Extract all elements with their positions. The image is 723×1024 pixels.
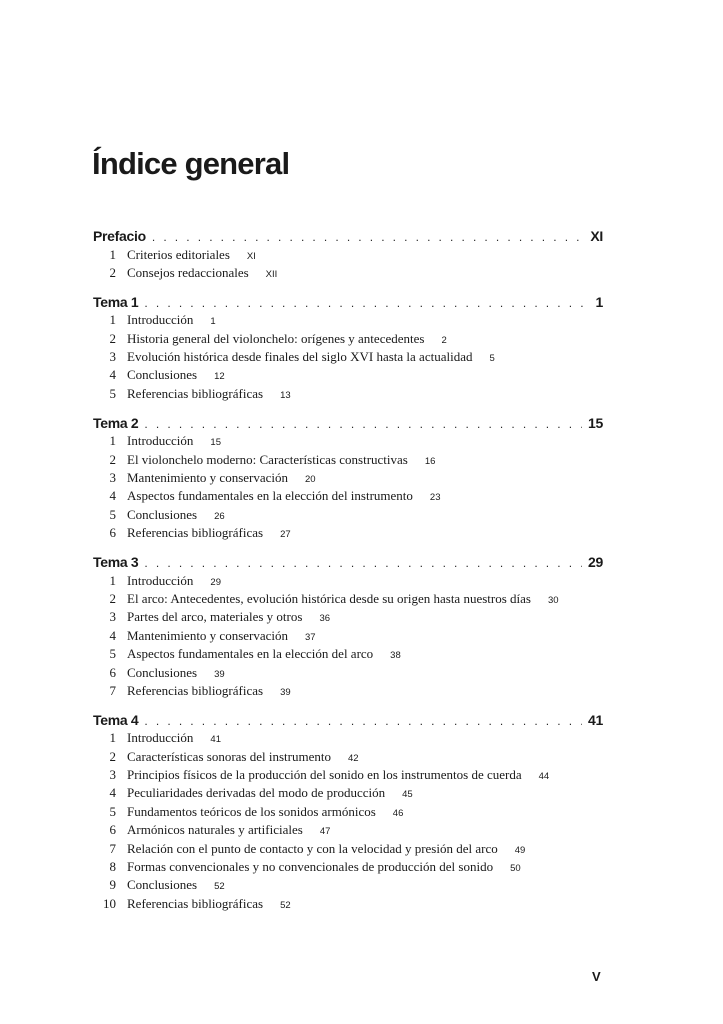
entry-title-text: Conclusiones bbox=[127, 367, 198, 383]
entry-page: 12 bbox=[214, 371, 225, 383]
toc-entry[interactable] bbox=[0, 858, 723, 876]
entry-number: 3 bbox=[109, 609, 116, 625]
toc-entry[interactable] bbox=[0, 348, 723, 366]
toc-entry[interactable] bbox=[0, 366, 723, 384]
entry-title bbox=[127, 451, 435, 471]
entry-title bbox=[127, 469, 316, 489]
toc-entry[interactable] bbox=[0, 572, 723, 590]
entry-number: 1 bbox=[109, 433, 116, 449]
entry-page: 52 bbox=[214, 881, 225, 893]
section-heading[interactable] bbox=[93, 293, 603, 312]
entry-title-text: Fundamentos teóricos de los sonidos armónicos bbox=[127, 803, 376, 819]
toc-entry[interactable] bbox=[0, 487, 723, 505]
entry-number: 1 bbox=[109, 572, 116, 588]
entry-page: 49 bbox=[514, 844, 526, 856]
entry-title bbox=[127, 766, 549, 786]
entry-title-text: Introducción bbox=[127, 572, 194, 588]
entry-title bbox=[127, 664, 225, 684]
entry-title bbox=[127, 627, 316, 647]
entry-title bbox=[127, 590, 559, 610]
dot-leader bbox=[144, 415, 582, 434]
entry-number: 4 bbox=[109, 367, 116, 383]
toc-entry[interactable] bbox=[0, 748, 723, 766]
entry-number: 2 bbox=[109, 590, 116, 606]
toc-entry[interactable] bbox=[0, 664, 723, 682]
entry-title bbox=[127, 858, 521, 878]
entry-title-text: Principios físicos de la producción del sonido en los instrumentos de cuerda bbox=[127, 767, 522, 783]
entry-number: 6 bbox=[109, 664, 116, 680]
entry-title bbox=[127, 803, 403, 823]
entry-number: 4 bbox=[109, 627, 116, 643]
entry-number: 1 bbox=[109, 246, 116, 262]
dot-leader bbox=[152, 228, 585, 247]
entry-page: 13 bbox=[280, 389, 291, 401]
toc-entry[interactable] bbox=[0, 766, 723, 784]
entry-title-text: Referencias bibliográficas bbox=[127, 682, 264, 698]
entry-page: 44 bbox=[538, 771, 550, 783]
entry-number: 8 bbox=[109, 859, 116, 875]
toc-entry[interactable] bbox=[0, 803, 723, 821]
entry-page: 29 bbox=[210, 576, 221, 588]
entry-number: 2 bbox=[109, 264, 116, 280]
entry-page: 42 bbox=[347, 752, 359, 764]
entry-title bbox=[127, 432, 221, 452]
entry-number: 7 bbox=[109, 682, 116, 698]
toc-entry[interactable] bbox=[0, 506, 723, 524]
entry-title-text: Relación con el punto de contacto y con la velocidad y presión del arco bbox=[127, 840, 498, 856]
entry-page: 39 bbox=[280, 686, 291, 698]
entry-page: 38 bbox=[390, 650, 401, 662]
entry-title bbox=[127, 311, 216, 331]
toc-entry[interactable] bbox=[0, 645, 723, 663]
entry-title bbox=[127, 840, 525, 860]
entry-title bbox=[127, 729, 221, 749]
toc-entry[interactable] bbox=[0, 895, 723, 913]
entry-number: 1 bbox=[109, 730, 116, 746]
entry-page: 39 bbox=[214, 668, 225, 680]
section-heading[interactable] bbox=[93, 227, 603, 246]
section-heading-page: XI bbox=[590, 228, 603, 244]
toc-entry[interactable] bbox=[0, 451, 723, 469]
section-entries bbox=[0, 572, 723, 701]
entry-page: XI bbox=[246, 250, 256, 262]
toc-entry[interactable] bbox=[0, 729, 723, 747]
entry-title bbox=[127, 784, 413, 804]
section-heading-label: Tema 1 bbox=[93, 293, 139, 310]
section-entries bbox=[0, 311, 723, 403]
dot-leader bbox=[144, 712, 582, 731]
entry-page: 52 bbox=[280, 899, 291, 911]
entry-title-text: El violonchelo moderno: Características constructivas bbox=[127, 451, 408, 467]
toc-section bbox=[0, 293, 723, 403]
toc-entry[interactable] bbox=[0, 524, 723, 542]
entry-page: XII bbox=[265, 268, 278, 280]
entry-number: 4 bbox=[109, 488, 116, 504]
toc-entry[interactable] bbox=[0, 590, 723, 608]
entry-title-text: Formas convencionales y no convencionales de producción del sonido bbox=[127, 859, 494, 875]
entry-title-text: Introducción bbox=[127, 730, 194, 746]
entry-page: 15 bbox=[210, 437, 221, 449]
entry-page: 26 bbox=[214, 510, 225, 522]
entry-number: 1 bbox=[109, 312, 116, 328]
entry-number: 5 bbox=[109, 506, 116, 522]
entry-number: 6 bbox=[109, 822, 116, 838]
entry-page: 47 bbox=[319, 826, 331, 838]
entry-page: 23 bbox=[429, 492, 441, 504]
entry-page: 36 bbox=[319, 613, 331, 625]
entry-title bbox=[127, 264, 277, 284]
entry-number: 5 bbox=[109, 803, 116, 819]
entry-title bbox=[127, 572, 221, 592]
entry-page: 41 bbox=[210, 734, 221, 746]
entry-title-text: Referencias bibliográficas bbox=[127, 385, 264, 401]
entry-page: 30 bbox=[547, 594, 559, 606]
entry-title bbox=[127, 748, 359, 768]
entry-page: 2 bbox=[441, 334, 447, 346]
toc-entry[interactable] bbox=[0, 784, 723, 802]
toc-entry[interactable] bbox=[0, 246, 723, 264]
entry-page: 45 bbox=[402, 789, 413, 801]
entry-title-text: Criterios editoriales bbox=[127, 246, 230, 262]
toc-entry[interactable] bbox=[0, 385, 723, 403]
entry-title bbox=[127, 821, 330, 841]
entry-title-text: Armónicos naturales y artificiales bbox=[127, 822, 303, 838]
entry-page: 5 bbox=[489, 353, 495, 365]
entry-title-text: Aspectos fundamentales en la elección del arco bbox=[127, 646, 374, 662]
entry-title-text: Peculiaridades derivadas del modo de producción bbox=[127, 785, 386, 801]
section-entries bbox=[0, 246, 723, 283]
dot-leader bbox=[144, 554, 582, 573]
entry-number: 9 bbox=[109, 877, 116, 893]
entry-number: 2 bbox=[109, 330, 116, 346]
toc-entry[interactable] bbox=[0, 821, 723, 839]
entry-number: 3 bbox=[109, 470, 116, 486]
entry-title bbox=[127, 506, 225, 526]
entry-title-text: Características sonoras del instrumento bbox=[127, 748, 331, 764]
entry-page: 20 bbox=[305, 474, 316, 486]
section-entries bbox=[0, 729, 723, 913]
entry-number: 10 bbox=[103, 895, 116, 911]
entry-number: 5 bbox=[109, 385, 116, 401]
section-heading[interactable] bbox=[93, 711, 603, 730]
section-heading-label: Tema 2 bbox=[93, 414, 139, 431]
entry-title bbox=[127, 366, 225, 386]
entry-title bbox=[127, 348, 495, 368]
entry-title-text: Aspectos fundamentales en la elección del instrumento bbox=[127, 488, 413, 504]
entry-title-text: Evolución histórica desde finales del siglo XVI hasta la actualidad bbox=[127, 349, 473, 365]
entry-number: 6 bbox=[109, 525, 116, 541]
entry-title bbox=[127, 895, 291, 915]
entry-title bbox=[127, 682, 291, 702]
entry-title bbox=[127, 645, 401, 665]
toc-entry[interactable] bbox=[0, 432, 723, 450]
entry-page: 27 bbox=[280, 529, 291, 541]
page-title: Índice general bbox=[92, 146, 290, 181]
toc-section bbox=[0, 711, 723, 913]
toc-section bbox=[0, 414, 723, 543]
toc-entry[interactable] bbox=[0, 876, 723, 894]
entry-title-text: Referencias bibliográficas bbox=[127, 895, 264, 911]
entry-title bbox=[127, 608, 330, 628]
entry-page: 16 bbox=[424, 455, 436, 467]
entry-number: 5 bbox=[109, 646, 116, 662]
entry-title bbox=[127, 524, 291, 544]
dot-leader bbox=[144, 294, 589, 313]
entry-title-text: Historia general del violonchelo: orígenes y antecedentes bbox=[127, 330, 425, 346]
entry-title-text: Conclusiones bbox=[127, 506, 198, 522]
entry-page: 46 bbox=[392, 807, 404, 819]
entry-page: 37 bbox=[305, 631, 316, 643]
entry-title-text: Referencias bibliográficas bbox=[127, 525, 264, 541]
entry-title-text: Conclusiones bbox=[127, 877, 198, 893]
entry-title bbox=[127, 876, 225, 896]
section-heading-label: Tema 3 bbox=[93, 554, 139, 571]
section-heading-page: 15 bbox=[588, 414, 603, 431]
page-folio: V bbox=[592, 969, 601, 984]
toc-entry[interactable] bbox=[0, 264, 723, 282]
entry-title-text: Introducción bbox=[127, 312, 194, 328]
toc-entry[interactable] bbox=[0, 608, 723, 626]
entry-title-text: Mantenimiento y conservación bbox=[127, 470, 289, 486]
section-heading-label: Prefacio bbox=[93, 228, 146, 244]
section-heading-page: 41 bbox=[588, 711, 603, 728]
section-entries bbox=[0, 432, 723, 542]
section-heading-label: Tema 4 bbox=[93, 711, 139, 728]
entry-title-text: Introducción bbox=[127, 433, 194, 449]
toc-entry[interactable] bbox=[0, 682, 723, 700]
entry-title-text: El arco: Antecedentes, evolución histórica desde su origen hasta nuestros días bbox=[127, 590, 531, 606]
entry-number: 3 bbox=[109, 349, 116, 365]
entry-page: 50 bbox=[510, 863, 521, 875]
toc-entry[interactable] bbox=[0, 311, 723, 329]
entry-page: 1 bbox=[210, 316, 216, 328]
entry-title bbox=[127, 487, 440, 507]
entry-number: 2 bbox=[109, 748, 116, 764]
entry-number: 7 bbox=[109, 840, 116, 856]
entry-title-text: Conclusiones bbox=[127, 664, 198, 680]
toc-section bbox=[0, 227, 723, 282]
toc-entry[interactable] bbox=[0, 330, 723, 348]
entry-number: 2 bbox=[109, 451, 116, 467]
entry-title-text: Partes del arco, materiales y otros bbox=[127, 609, 303, 625]
entry-number: 3 bbox=[109, 767, 116, 783]
entry-title bbox=[127, 385, 291, 405]
toc-entry[interactable] bbox=[0, 840, 723, 858]
toc-entry[interactable] bbox=[0, 627, 723, 645]
section-heading[interactable] bbox=[93, 414, 603, 433]
entry-number: 4 bbox=[109, 785, 116, 801]
toc-entry[interactable] bbox=[0, 469, 723, 487]
section-heading-page: 29 bbox=[588, 554, 603, 571]
section-heading[interactable] bbox=[93, 553, 603, 572]
entry-title-text: Consejos redaccionales bbox=[127, 264, 249, 280]
entry-title bbox=[127, 246, 256, 266]
entry-title-text: Mantenimiento y conservación bbox=[127, 627, 289, 643]
table-of-contents bbox=[0, 227, 723, 924]
entry-title bbox=[127, 330, 447, 350]
toc-section bbox=[0, 553, 723, 700]
section-heading-page: 1 bbox=[595, 293, 603, 310]
